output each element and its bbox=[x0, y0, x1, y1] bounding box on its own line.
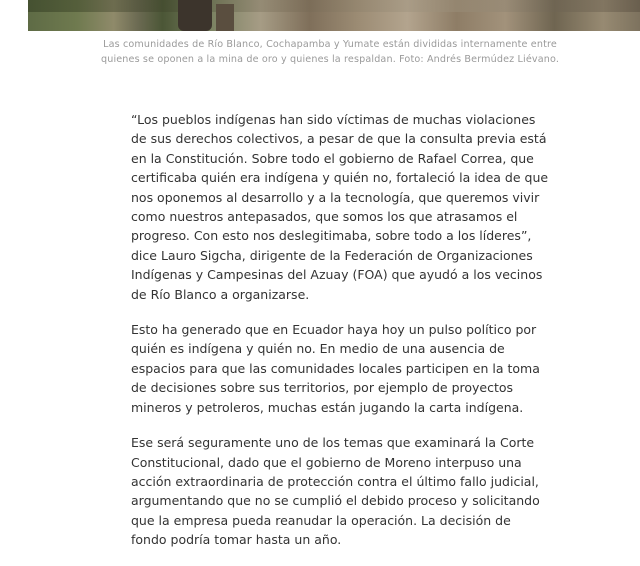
photo-caption-line-2: quienes se oponen a la mina de oro y quienes la respaldan. Foto: Andrés Bermúdez Liévano. bbox=[100, 54, 560, 65]
article-body bbox=[131, 110, 549, 566]
article-photo bbox=[28, 0, 640, 31]
photo-boot-heel bbox=[216, 4, 234, 31]
photo-caption-line-1: Las comunidades de Río Blanco, Cochapamba y Yumate están divididas internamente entre bbox=[103, 39, 557, 50]
article-paragraph: “Los pueblos indígenas han sido víctimas de muchas violaciones de sus derechos colectivos, a pesar de que la consulta previa está en la Constitución. Sobre todo el gobierno de Rafael Correa, que certificaba quién era indígena y quién no, fortaleció la idea de que nos oponemos al desarrollo y a la tecnología, que queremos vivir como nuestros antepasados, que somos los que atrasamos el progreso. Con esto nos deslegitimaba, sobre todo a los líderes”, dice Lauro Sigcha, dirigente de la Federación de Organizaciones Indígenas y Campesinas del Azuay (FOA) que ayudó a los vecinos de Río Blanco a organizarse. bbox=[131, 112, 549, 302]
photo-shade bbox=[28, 0, 640, 12]
article-paragraph: Ese será seguramente uno de los temas que examinará la Corte Constitucional, dado que el gobierno de Moreno interpuso una acción extraordinaria de protección contra el último fallo judicial, argumentando que no se cumplió el debido proceso y solicitando que la empresa pueda reanudar la operación. La decisión de fondo podría tomar hasta un año. bbox=[131, 435, 540, 548]
photo-caption bbox=[100, 37, 560, 67]
photo-boot bbox=[178, 0, 212, 31]
article-paragraph: Esto ha generado que en Ecuador haya hoy un pulso político por quién es indígena y quién no. En medio de una ausencia de espacios para que las comunidades locales participen en la toma de decisiones sobre sus territorios, por ejemplo de proyectos mineros y petroleros, muchas están jugando la carta indígena. bbox=[131, 322, 540, 415]
